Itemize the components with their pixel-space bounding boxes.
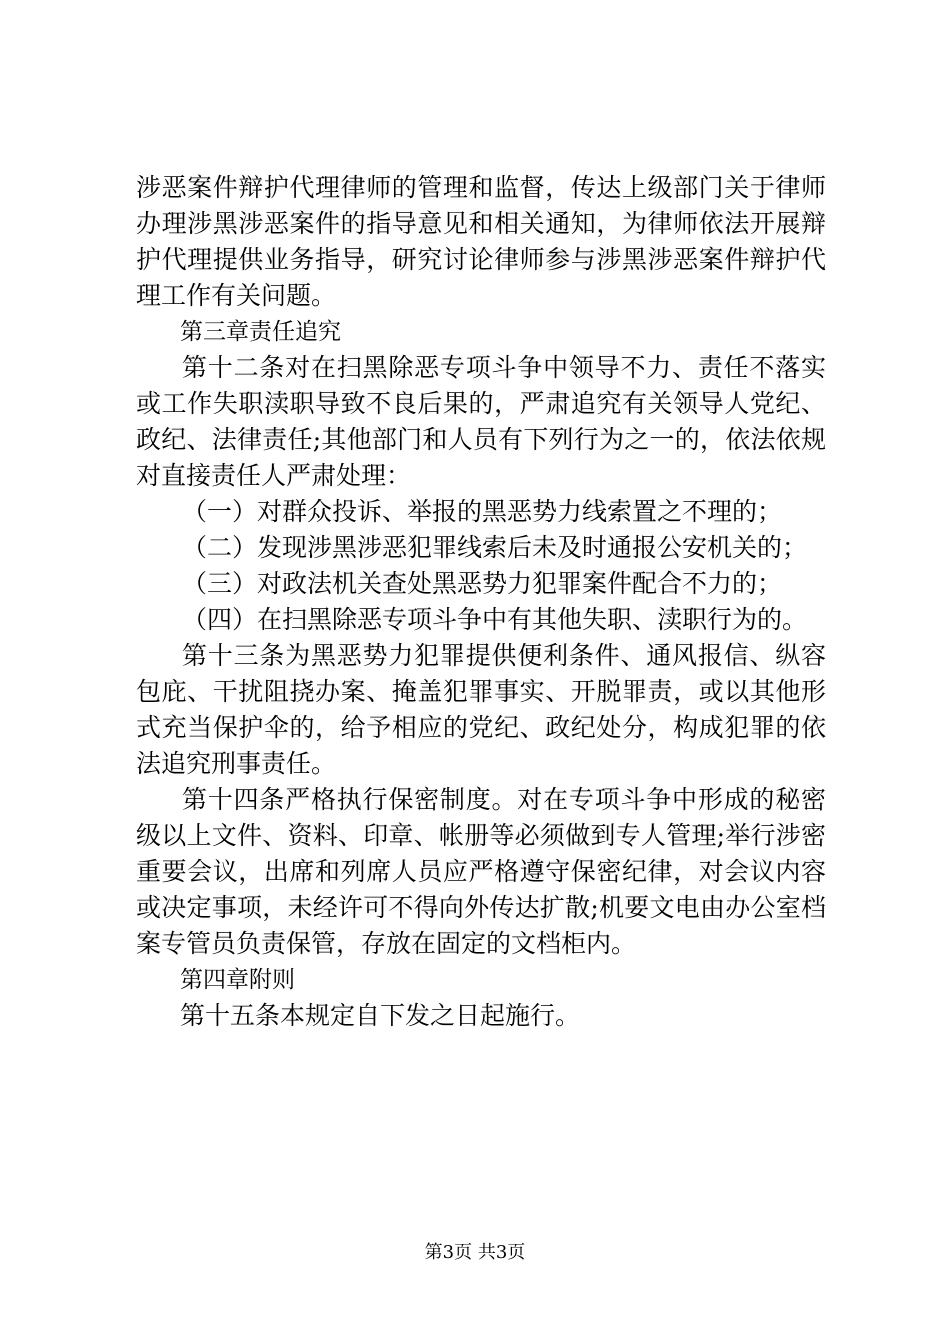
chapter-heading: 第三章责任追究 bbox=[180, 319, 341, 345]
page-number-footer: 第3页 共3页 bbox=[424, 1242, 526, 1263]
body-text-line: 理工作有关问题。 bbox=[136, 281, 337, 310]
body-text-line: 政纪、法律责任;其他部门和人员有下列行为之一的，依法依规 bbox=[136, 425, 826, 454]
body-text-line: 法追究刑事责任。 bbox=[136, 749, 337, 778]
list-item: （一）对群众投诉、举报的黑恶势力线索置之不理的； bbox=[182, 497, 783, 526]
body-text-line: 护代理提供业务指导，研究讨论律师参与涉黑涉恶案件辩护代 bbox=[136, 245, 826, 274]
article-first-line: 第十五条本规定自下发之日起施行。 bbox=[180, 1001, 581, 1030]
body-text-line: 包庇、干扰阻挠办案、掩盖犯罪事实、开脱罪责，或以其他形 bbox=[136, 677, 826, 706]
article-first-line: 第十二条对在扫黑除恶专项斗争中领导不力、责任不落实 bbox=[182, 353, 826, 382]
chapter-heading: 第四章附则 bbox=[180, 967, 295, 993]
article-first-line: 第十四条严格执行保密制度。对在专项斗争中形成的秘密 bbox=[182, 785, 826, 814]
body-text-line: 式充当保护伞的，给予相应的党纪、政纪处分，构成犯罪的依 bbox=[136, 713, 826, 742]
list-item: （四）在扫黑除恶专项斗争中有其他失职、渎职行为的。 bbox=[182, 605, 808, 634]
body-text-line: 级以上文件、资料、印章、帐册等必须做到专人管理;举行涉密 bbox=[136, 821, 826, 850]
list-item: （三）对政法机关查处黑恶势力犯罪案件配合不力的； bbox=[182, 569, 783, 598]
body-text-line: 涉恶案件辩护代理律师的管理和监督，传达上级部门关于律师 bbox=[136, 173, 826, 202]
body-text-line: 案专管员负责保管，存放在固定的文档柜内。 bbox=[136, 929, 637, 958]
body-text-line: 办理涉黑涉恶案件的指导意见和相关通知，为律师依法开展辩 bbox=[136, 209, 826, 238]
body-text-line: 或决定事项，未经许可不得向外传达扩散;机要文电由办公室档 bbox=[136, 893, 826, 922]
body-text-line: 对直接责任人严肃处理： bbox=[136, 461, 412, 490]
list-item: （二）发现涉黑涉恶犯罪线索后未及时通报公安机关的； bbox=[182, 533, 808, 562]
body-text-line: 重要会议，出席和列席人员应严格遵守保密纪律，对会议内容 bbox=[136, 857, 826, 886]
article-first-line: 第十三条为黑恶势力犯罪提供便利条件、通风报信、纵容 bbox=[182, 641, 826, 670]
body-text-line: 或工作失职渎职导致不良后果的，严肃追究有关领导人党纪、 bbox=[136, 389, 826, 418]
